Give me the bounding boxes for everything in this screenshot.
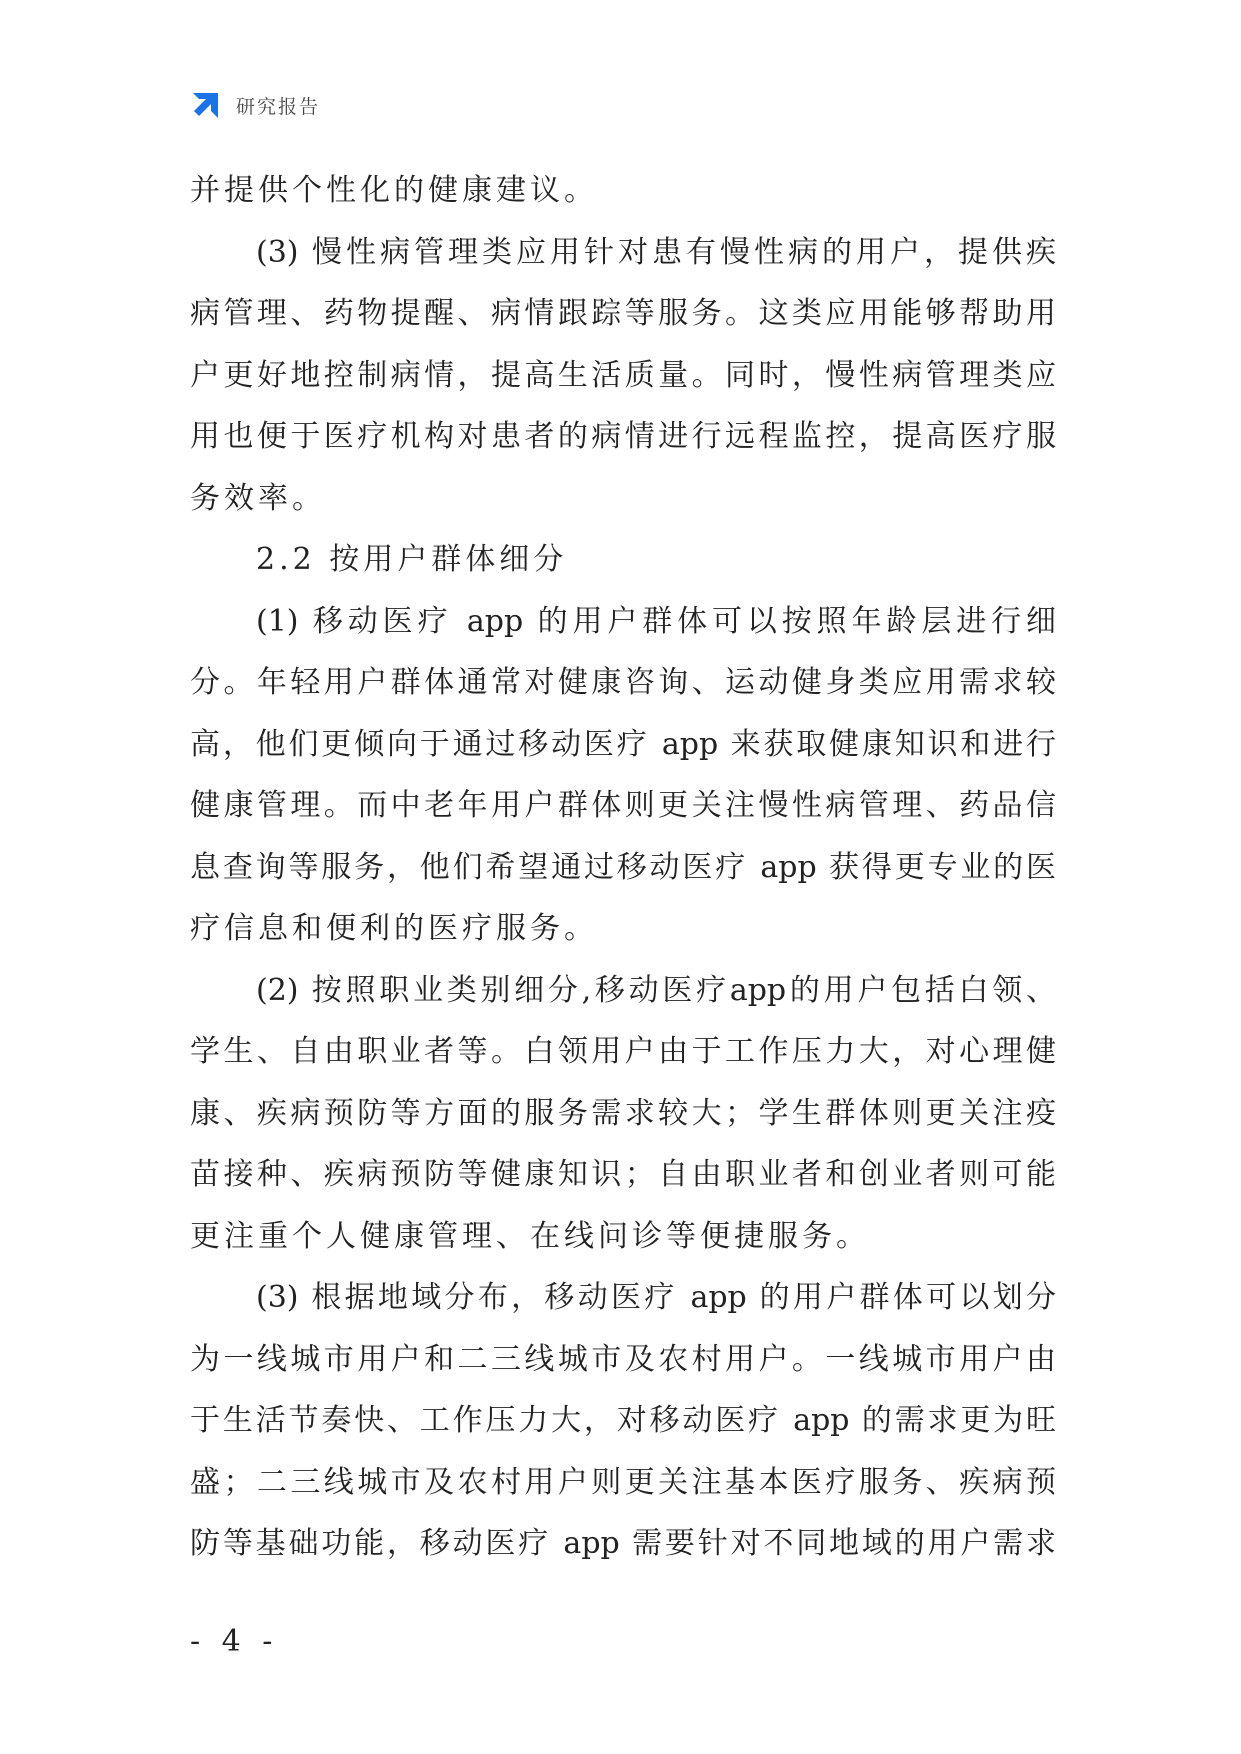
text-line: 为一线城市用户和二三线城市及农村用户。一线城市用户由 — [190, 1341, 1056, 1377]
text-line: 高，他们更倾向于通过移动医疗 app 来获取健康知识和进行 — [190, 726, 1056, 762]
text-line: 健康管理。而中老年用户群体则更关注慢性病管理、药品信 — [190, 788, 1056, 823]
page-number: - 4 - — [190, 1624, 279, 1659]
text-line: 学生、自由职业者等。白领用户由于工作压力大，对心理健 — [190, 1034, 1056, 1069]
arrow-up-right-icon — [190, 89, 222, 121]
paragraph-start-line: (3) 慢性病管理类应用针对患有慢性病的用户，提供疾 — [256, 234, 1056, 270]
section-heading: 2.2 按用户群体细分 — [256, 542, 568, 577]
report-label: 研究报告 — [236, 95, 321, 118]
document-body — [190, 160, 1056, 1575]
text-line: 盛；二三线城市及农村用户则更关注基本医疗服务、疾病预 — [190, 1464, 1056, 1500]
text-line: 并提供个性化的健康建议。 — [190, 173, 598, 208]
text-line: 户更好地控制病情，提高生活质量。同时，慢性病管理类应 — [190, 357, 1056, 393]
text-line: 康、疾病预防等方面的服务需求较大；学生群体则更关注疫 — [190, 1095, 1056, 1131]
text-line: 苗接种、疾病预防等健康知识；自由职业者和创业者则可能 — [190, 1157, 1056, 1192]
text-line: 疗信息和便利的医疗服务。 — [190, 911, 598, 946]
text-line: 病管理、药物提醒、病情跟踪等服务。这类应用能够帮助用 — [190, 296, 1056, 331]
text-line: 务效率。 — [190, 480, 326, 516]
text-line: 息查询等服务，他们希望通过移动医疗 app 获得更专业的医 — [190, 849, 1056, 885]
paragraph-start-line: (2) 按照职业类别细分,移动医疗app的用户包括白领、 — [256, 972, 1056, 1008]
page-header — [190, 88, 320, 122]
text-line: 用也便于医疗机构对患者的病情进行远程监控，提高医疗服 — [190, 419, 1056, 454]
text-line: 分。年轻用户群体通常对健康咨询、运动健身类应用需求较 — [190, 665, 1056, 700]
paragraph-start-line: (1) 移动医疗 app 的用户群体可以按照年龄层进行细 — [256, 603, 1056, 639]
text-line: 防等基础功能，移动医疗 app 需要针对不同地域的用户需求 — [190, 1526, 1056, 1561]
paragraph-start-line: (3) 根据地域分布，移动医疗 app 的用户群体可以划分 — [256, 1280, 1056, 1315]
text-line: 更注重个人健康管理、在线问诊等便捷服务。 — [190, 1218, 870, 1254]
text-line: 于生活节奏快、工作压力大，对移动医疗 app 的需求更为旺 — [190, 1403, 1056, 1438]
